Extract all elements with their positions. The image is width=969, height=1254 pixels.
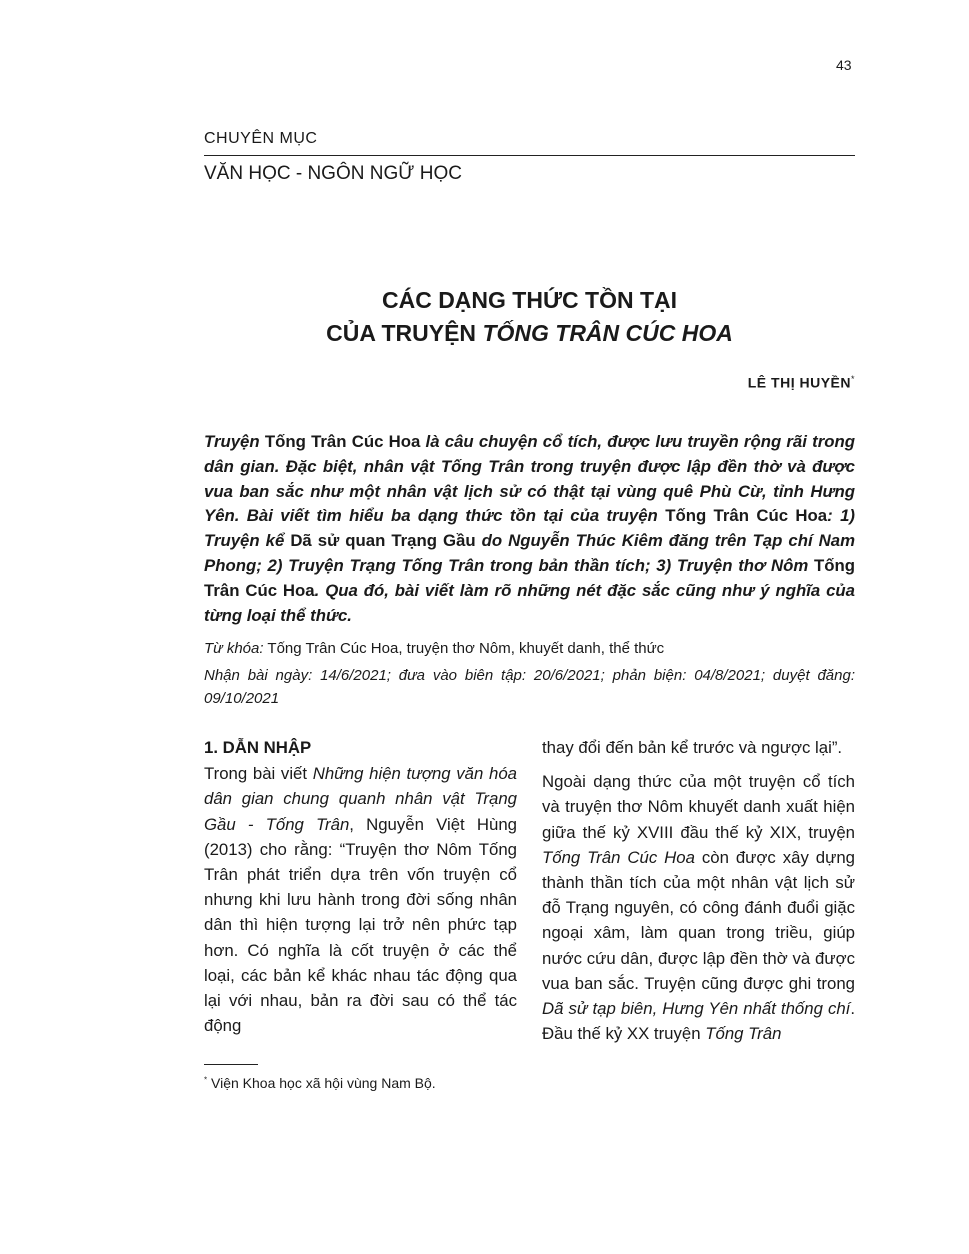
cited-work-title: Dã sử tạp biên, Hưng Yên nhất thống chí bbox=[542, 999, 851, 1019]
abstract-work-title: Tống Trân Cúc Hoa bbox=[665, 506, 828, 526]
page-number: 43 bbox=[836, 57, 852, 73]
body-column-left bbox=[204, 735, 517, 1038]
cited-work-title: Tống Trân bbox=[705, 1024, 782, 1044]
title-line-2 bbox=[204, 317, 855, 350]
body-text: Trong bài viết bbox=[204, 764, 313, 784]
article-title bbox=[204, 284, 855, 350]
section-name: VĂN HỌC - NGÔN NGỮ HỌC bbox=[204, 163, 462, 184]
abstract-work-title: Tống Trân Cúc Hoa bbox=[204, 555, 855, 600]
footnote-divider bbox=[204, 1064, 258, 1065]
abstract-text: do Nguyễn Thúc Kiêm đăng trên Tạp chí Nam Phong; 2) Truyện Trạng Tống Trân trong bản thần tích; 3) Truyện thơ Nôm bbox=[204, 531, 855, 575]
abstract-text: là câu chuyện cổ tích, được lưu truyền rộng rãi trong dân gian. Đặc biệt, nhân vật Tống Trân trong truyện được lập đền thờ và được vua ban sắc như một nhân vật lịch sử có thật tại vùng quê Phù Cừ, tỉnh Hưng Yên. Bài viết tìm hiểu ba dạng thức tồn tại của truyện bbox=[204, 432, 856, 526]
body-text: còn được xây dựng thành thần tích của một nhân vật lịch sử đỗ Trạng nguyên, có công đánh đuổi giặc ngoại xâm, làm quan trong triều, giúp nước cứu dân, được lập đền thờ và được vua ban sắc. Truyện cũng được ghi trong bbox=[542, 847, 855, 993]
section-label: CHUYÊN MỤC bbox=[204, 130, 318, 147]
footnote-text: Viện Khoa học xã hội vùng Nam Bộ. bbox=[207, 1075, 436, 1091]
abstract-work-title: Tống Trân Cúc Hoa bbox=[264, 432, 421, 451]
body-text: Ngoài dạng thức của một truyện cổ tích và truyện thơ Nôm khuyết danh xuất hiện giữa thế kỷ XVIII đầu thế kỷ XIX, truyện bbox=[542, 772, 855, 842]
abstract-text: Truyện bbox=[204, 432, 265, 451]
body-paragraph: thay đổi đến bản kể trước và ngược lại”. bbox=[542, 738, 843, 757]
footnote bbox=[204, 1075, 436, 1091]
abstract-text: . Qua đó, bài viết làm rõ những nét đặc sắc cũng như ý nghĩa của từng loại thể thức. bbox=[204, 580, 856, 625]
author bbox=[748, 374, 855, 391]
abstract bbox=[204, 430, 855, 628]
body-text: . Đầu thế kỷ XX truyện bbox=[542, 999, 855, 1044]
title-line-2-italic: TỐNG TRÂN CÚC HOA bbox=[482, 320, 733, 346]
cited-work-title: Tống Trân Cúc Hoa bbox=[542, 847, 695, 867]
body-column-right bbox=[542, 735, 855, 1046]
title-line-2-prefix: CỦA TRUYỆN bbox=[326, 320, 483, 346]
body-paragraph bbox=[542, 769, 855, 1046]
footnote-mark: * bbox=[204, 1075, 208, 1085]
body-paragraph bbox=[204, 761, 517, 1038]
keywords-text: Tống Trân Cúc Hoa, truyện thơ Nôm, khuyết danh, thể thức bbox=[263, 640, 665, 657]
section-heading: 1. DẪN NHẬP bbox=[204, 738, 312, 757]
author-footnote-mark: * bbox=[850, 374, 855, 384]
author-name: LÊ THỊ HUYỀN bbox=[747, 374, 851, 391]
section-divider bbox=[204, 155, 855, 156]
title-line-1: CÁC DẠNG THỨC TỒN TẠI bbox=[381, 287, 678, 313]
abstract-text: : 1) Truyện kể bbox=[204, 506, 855, 551]
abstract-work-title: Dã sử quan Trạng Gầu bbox=[290, 531, 476, 551]
keywords-label: Từ khóa: bbox=[204, 640, 264, 657]
keywords bbox=[204, 638, 855, 660]
submission-dates: Nhận bài ngày: 14/6/2021; đưa vào biên tập: 20/6/2021; phản biện: 04/8/2021; duyệt đăng: 09/10/2021 bbox=[204, 667, 855, 707]
body-text: , Nguyễn Việt Hùng (2013) cho rằng: “Truyện thơ Nôm Tống Trân phát triển dựa trên vốn truyện cổ nhưng khi lưu hành trong đời sống nhân dân thì hiện tượng lại trở nên phức tạp hơn. Có nghĩa là cốt truyện ở các thể loại, các bản kể khác nhau tác động qua lại với nhau, bản ra đời sau có thể tác động bbox=[204, 814, 517, 1036]
cited-work-title: Những hiện tượng văn hóa dân gian chung quanh nhân vật Trạng Gầu - Tống Trân bbox=[204, 764, 518, 834]
